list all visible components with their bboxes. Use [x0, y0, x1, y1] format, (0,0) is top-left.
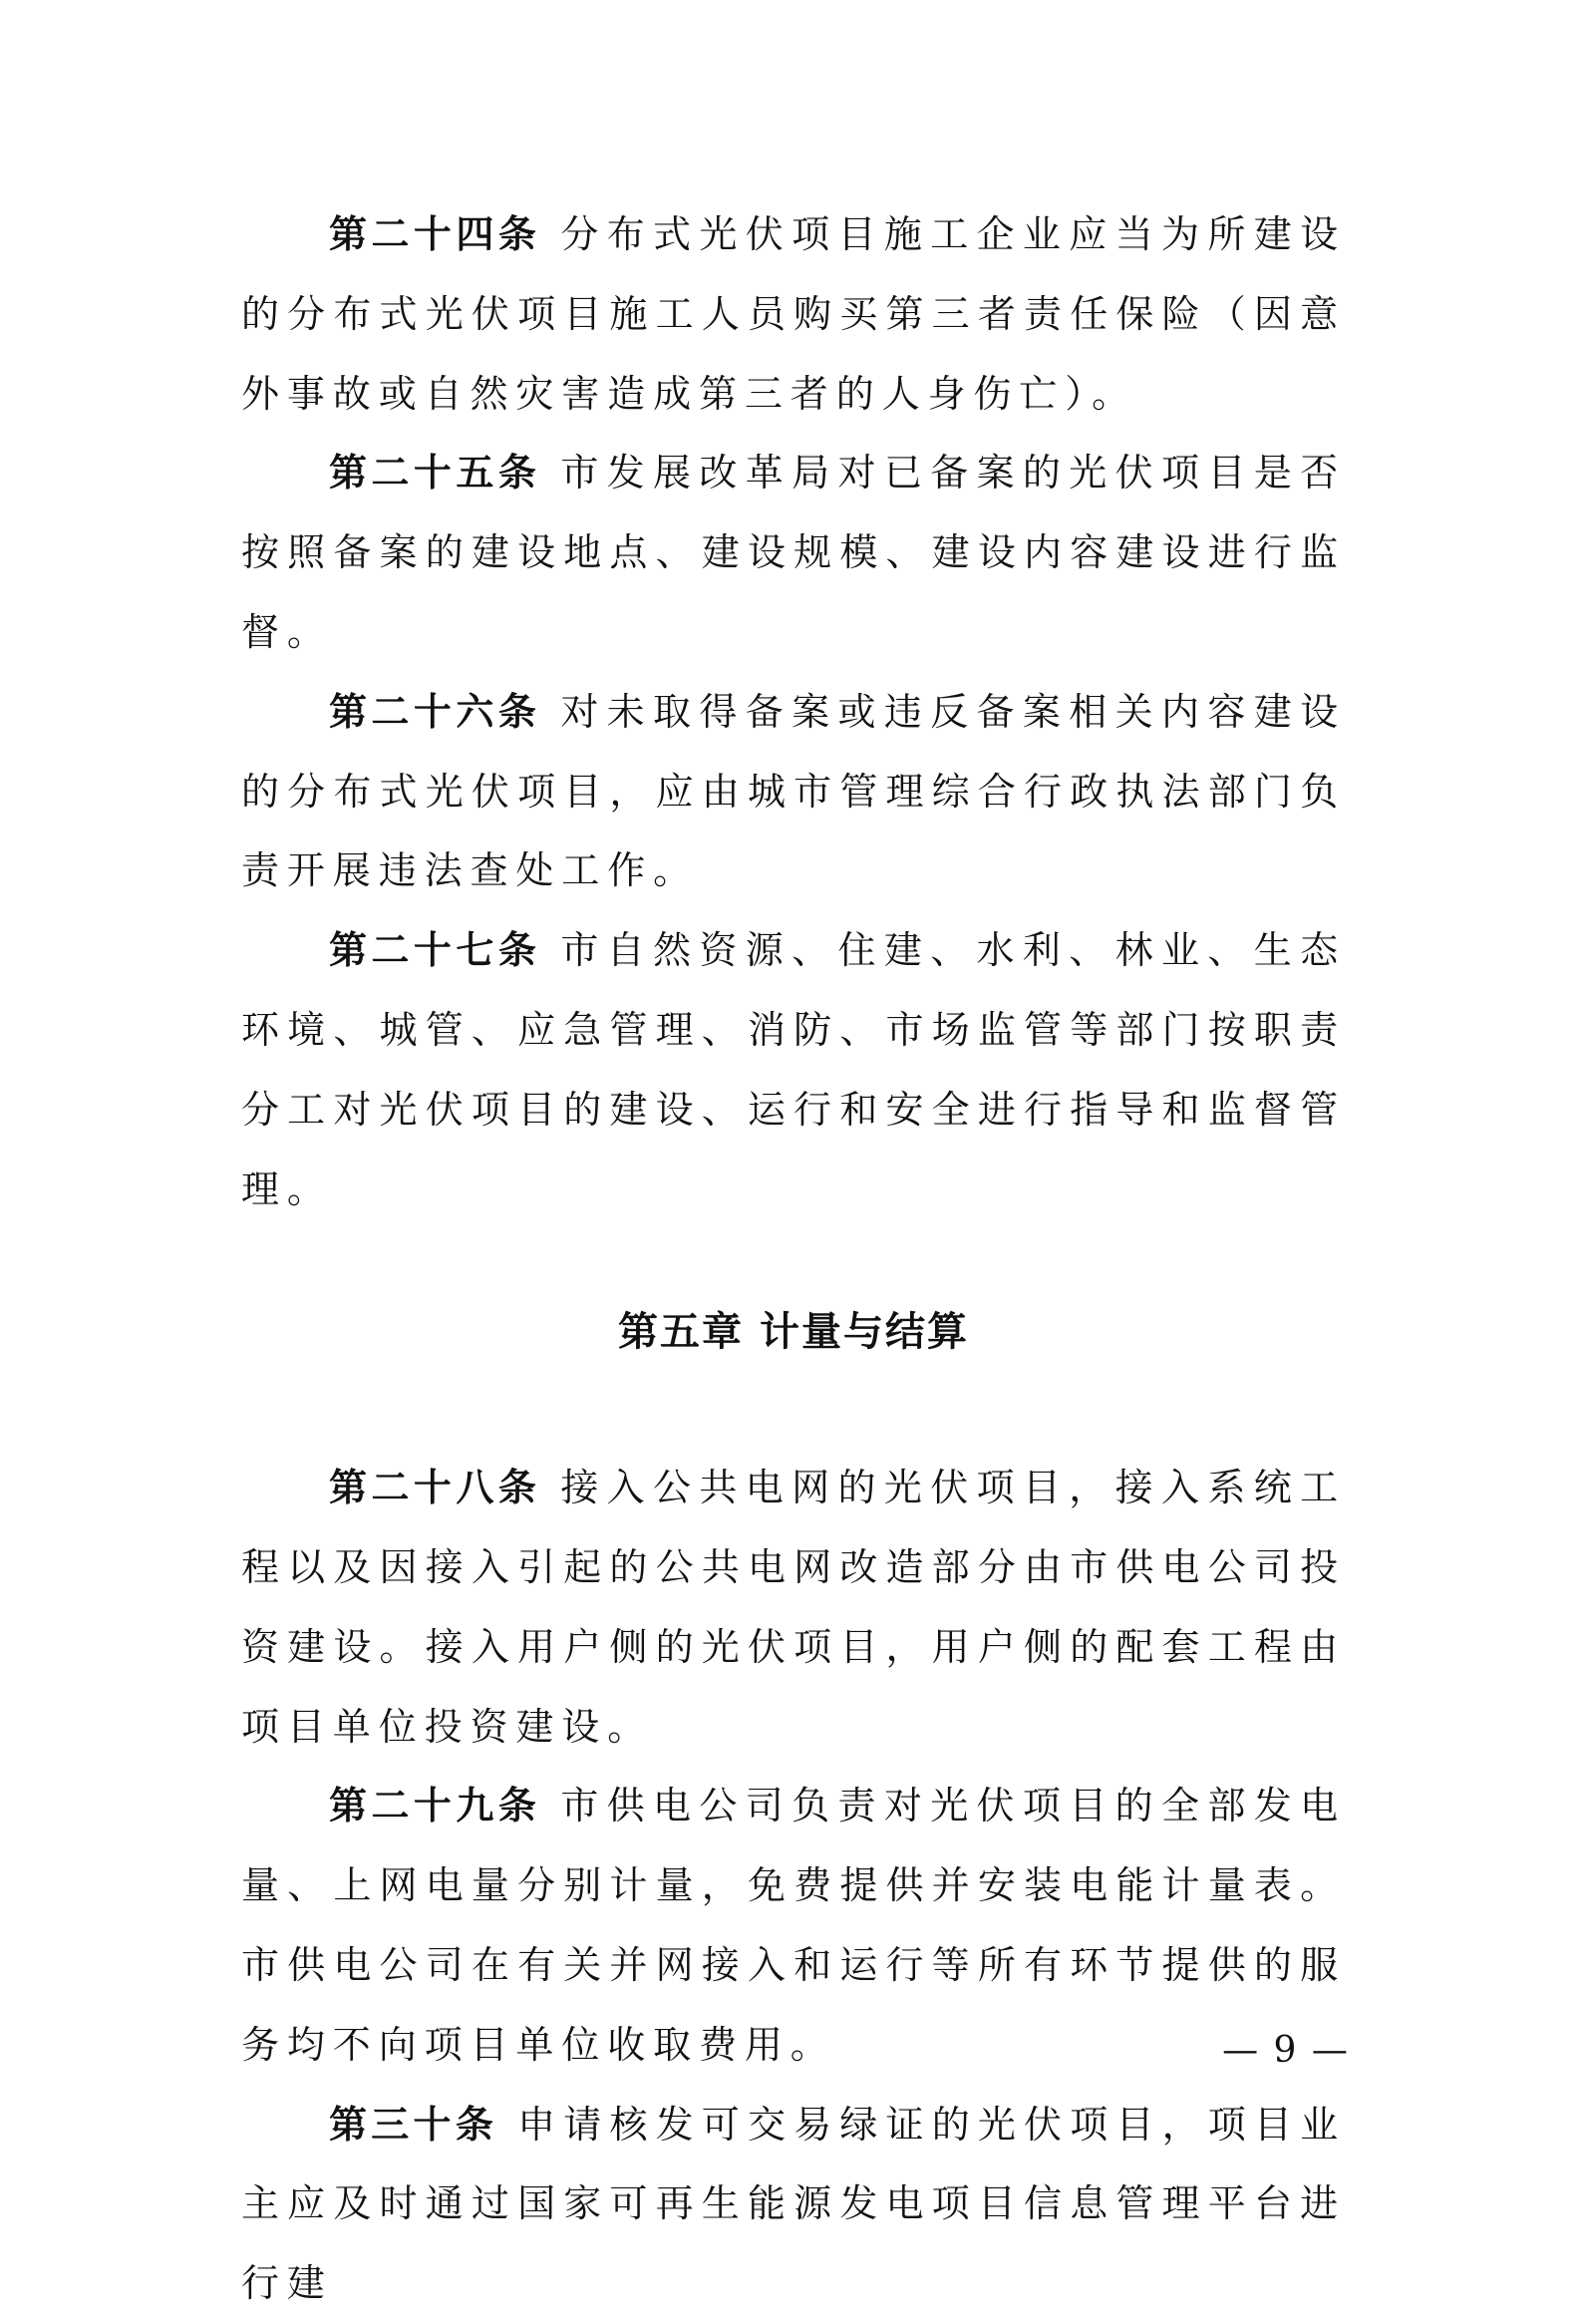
article-text: 市供电公司负责对光伏项目的全部发电量、上网电量分别计量，免费提供并安装电能计量表。市供电公司在有关并网接入和运行等所有环节提供的服务均不向项目单位收取费用。	[241, 1784, 1346, 2067]
article-25	[241, 434, 1346, 672]
page-number: — 9 —	[1222, 2030, 1350, 2071]
article-number: 第二十四条	[329, 212, 541, 256]
article-29	[241, 1767, 1346, 2085]
page-content	[241, 195, 1346, 2324]
article-number: 第二十六条	[329, 689, 541, 734]
article-30	[241, 2086, 1346, 2324]
article-27	[241, 911, 1346, 1229]
article-text: 市发展改革局对已备案的光伏项目是否按照备案的建设地点、建设规模、建设内容建设进行监督。	[241, 451, 1346, 654]
article-number: 第二十八条	[329, 1466, 541, 1510]
chapter-title: 第五章 计量与结算	[618, 1309, 969, 1356]
article-number: 第二十五条	[329, 451, 541, 496]
article-number: 第二十七条	[329, 928, 541, 973]
article-26	[241, 673, 1346, 911]
article-28	[241, 1449, 1346, 1767]
article-text: 接入公共电网的光伏项目，接入系统工程以及因接入引起的公共电网改造部分由市供电公司投资建设。接入用户侧的光伏项目，用户侧的配套工程由项目单位投资建设。	[241, 1466, 1346, 1749]
article-text: 市自然资源、住建、水利、林业、生态环境、城管、应急管理、消防、市场监管等部门按职责分工对光伏项目的建设、运行和安全进行指导和监督管理。	[241, 928, 1346, 1211]
article-number: 第三十条	[329, 2102, 498, 2147]
article-24	[241, 195, 1346, 434]
article-text: 对未取得备案或违反备案相关内容建设的分布式光伏项目，应由城市管理综合行政执法部门负责开展违法查处工作。	[241, 689, 1346, 893]
article-text: 分布式光伏项目施工企业应当为所建设的分布式光伏项目施工人员购买第三者责任保险（因意外事故或自然灾害造成第三者的人身伤亡）。	[241, 212, 1346, 416]
article-text: 申请核发可交易绿证的光伏项目，项目业主应及时通过国家可再生能源发电项目信息管理平台进行建	[241, 2102, 1346, 2306]
article-number: 第二十九条	[329, 1784, 541, 1828]
